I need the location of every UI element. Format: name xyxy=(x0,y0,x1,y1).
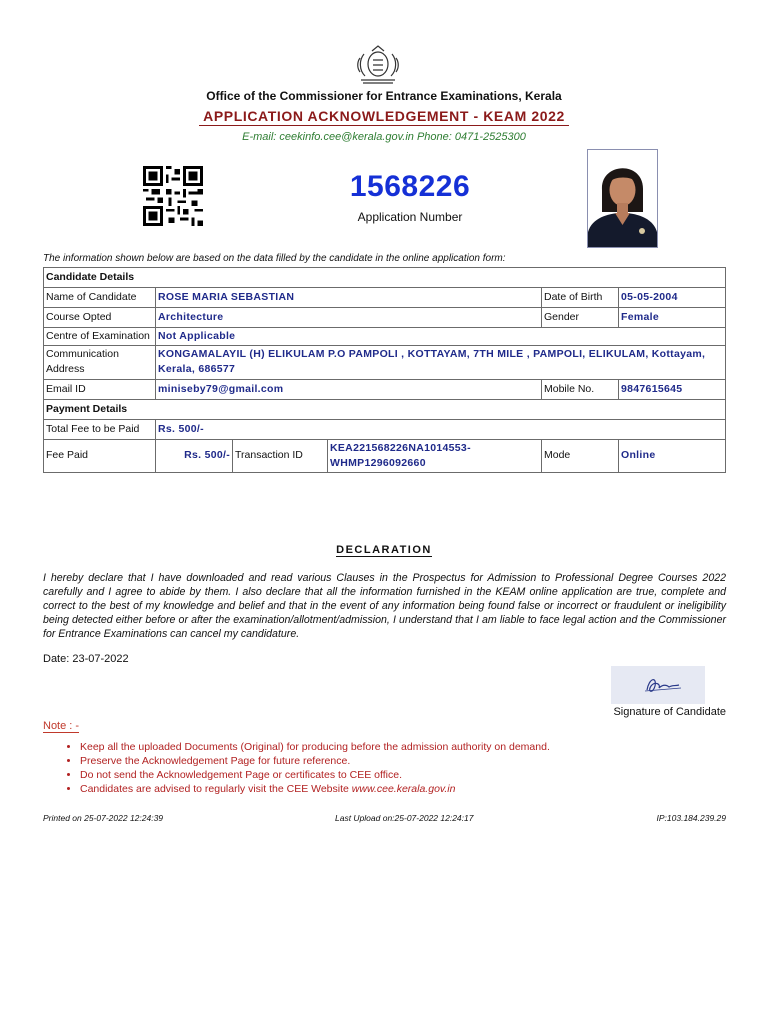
total-fee-label: Total Fee to be Paid xyxy=(44,419,156,439)
note-label: Note : - xyxy=(43,720,80,732)
address-value: KONGAMALAYIL (H) ELIKULAM P.O PAMPOLI , KOTTAYAM, 7TH MILE , PAMPOLI, ELIKULAM, Kottayam, Kerala, 686577 xyxy=(156,346,726,379)
course-value: Architecture xyxy=(156,308,542,328)
total-fee-value: Rs. 500/- xyxy=(156,419,726,439)
fee-paid-value: Rs. 500/- xyxy=(156,439,233,472)
list-item: • Do not send the Acknowledgement Page or certificates to CEE office. xyxy=(80,768,550,782)
payment-details-heading: Payment Details xyxy=(44,399,726,419)
application-number: 1568226 xyxy=(349,170,471,203)
course-label: Course Opted xyxy=(44,308,156,328)
gender-label: Gender xyxy=(542,308,619,328)
signature-label: Signature of Candidate xyxy=(613,706,726,718)
declaration-date: Date: 23-07-2022 xyxy=(43,653,129,665)
transaction-label: Transaction ID xyxy=(233,439,328,472)
declaration-heading: DECLARATION xyxy=(336,544,432,556)
candidate-name: ROSE MARIA SEBASTIAN xyxy=(156,288,542,308)
dob-value: 05-05-2004 xyxy=(619,288,726,308)
transaction-id: KEA221568226NA1014553-WHMP1296092660 xyxy=(328,439,542,472)
address-label: Communication Address xyxy=(44,346,156,379)
centre-label: Centre of Examination xyxy=(44,328,156,346)
candidate-details-heading: Candidate Details xyxy=(44,268,726,288)
cee-website-link[interactable]: www.cee.kerala.gov.in xyxy=(351,783,456,795)
mode-value: Online xyxy=(619,439,726,472)
dob-label: Date of Birth xyxy=(542,288,619,308)
list-item: • Keep all the uploaded Documents (Original) for producing before the admission authority on demand. xyxy=(80,740,550,754)
signature-image xyxy=(611,666,705,704)
contact-info: E-mail: ceekinfo.cee@kerala.gov.in Phone: 0471-2525300 xyxy=(242,131,526,143)
email-label: Email ID xyxy=(44,379,156,399)
declaration-text: I hereby declare that I have downloaded and read various Clauses in the Prospectus for Admission to Professional Degree Courses 2022 carefully and I agree to abide by them. I also declare that all the information furnished in the KEAM online application are true, complete and correct to the best of my knowledge and belief and that in the event of any information being found false or incorrect or fraudulent or ineligibility being detected either before or after the examination/allotment/admission, I understand that I am liable to face legal action and the Commissioner for Entrance Examinations can cancel my candidature. xyxy=(43,572,726,640)
kerala-emblem-icon xyxy=(355,44,401,86)
mode-label: Mode xyxy=(542,439,619,472)
page-title: APPLICATION ACKNOWLEDGEMENT - KEAM 2022 xyxy=(0,108,768,126)
ip-address: IP:103.184.239.29 xyxy=(656,813,726,823)
intro-text: The information shown below are based on the data filled by the candidate in the online application form: xyxy=(43,253,506,264)
office-name: Office of the Commissioner for Entrance Examinations, Kerala xyxy=(206,89,562,103)
details-table xyxy=(43,267,726,473)
notes-list xyxy=(62,740,550,796)
list-item: • Preserve the Acknowledgement Page for future reference. xyxy=(80,754,550,768)
application-number-label: Application Number xyxy=(357,210,463,224)
list-item: • Candidates are advised to regularly visit the CEE Website www.cee.kerala.gov.in xyxy=(80,782,550,796)
centre-value: Not Applicable xyxy=(156,328,726,346)
name-label: Name of Candidate xyxy=(44,288,156,308)
gender-value: Female xyxy=(619,308,726,328)
mobile-label: Mobile No. xyxy=(542,379,619,399)
fee-paid-label: Fee Paid xyxy=(44,439,156,472)
candidate-photo xyxy=(587,149,658,248)
qr-code-icon xyxy=(143,166,203,226)
last-upload: Last Upload on:25-07-2022 12:24:17 xyxy=(335,813,474,823)
printed-on: Printed on 25-07-2022 12:24:39 xyxy=(43,813,164,823)
mobile-value: 9847615645 xyxy=(619,379,726,399)
email-value: miniseby79@gmail.com xyxy=(156,379,542,399)
